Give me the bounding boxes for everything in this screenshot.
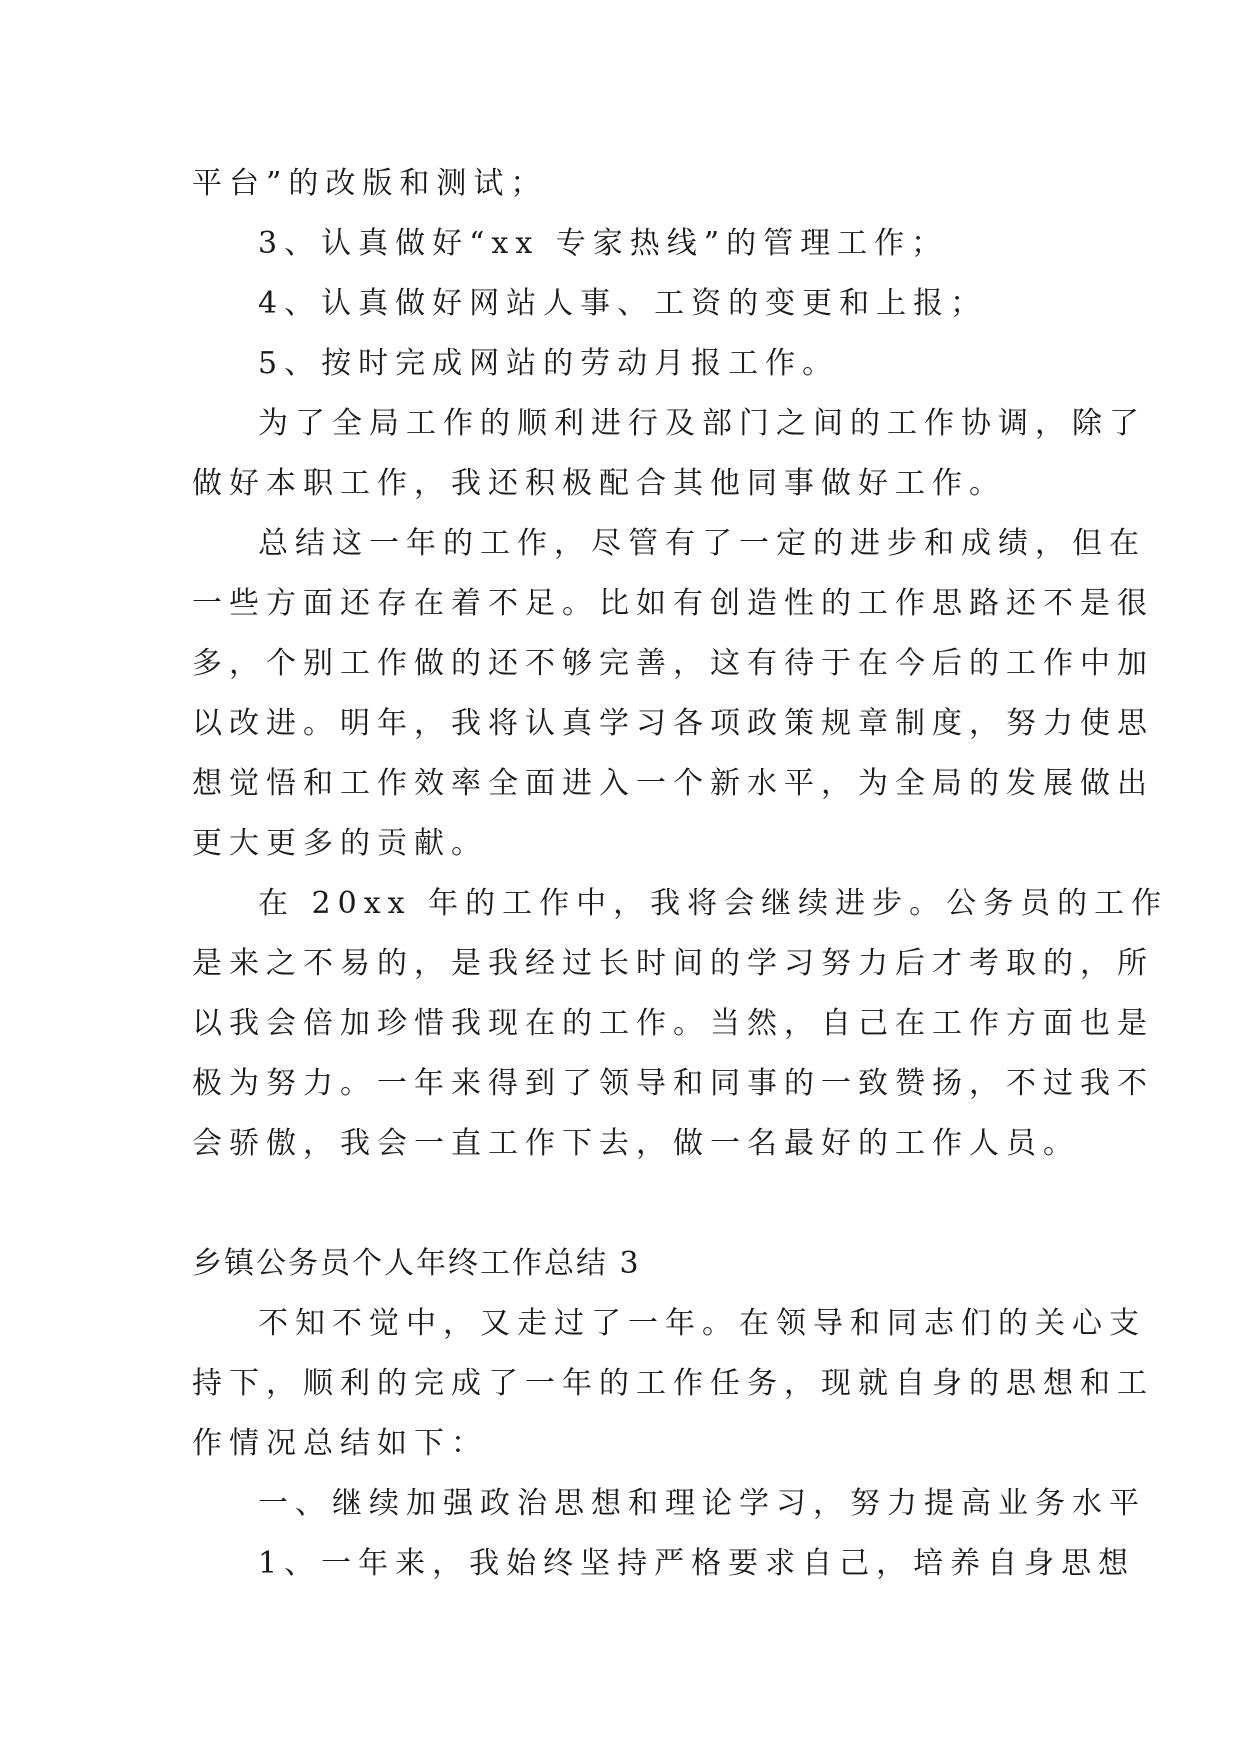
list-item: 1、一年来，我始终坚持严格要求自己，培养自身思想 [258,1546,1136,1581]
paragraph-line: 以改进。明年，我将认真学习各项政策规章制度，努力使思 [192,706,1154,741]
paragraph-line: 一些方面还存在着不足。比如有创造性的工作思路还不是很 [192,586,1154,621]
paragraph-line: 作情况总结如下： [192,1426,488,1461]
paragraph-line: 会骄傲，我会一直工作下去，做一名最好的工作人员。 [192,1126,1080,1161]
paragraph-line: 在 20xx 年的工作中，我将会继续进步。公务员的工作 [258,886,1169,921]
paragraph-line: 是来之不易的，是我经过长时间的学习努力后才考取的，所 [192,946,1154,981]
paragraph-line: 为了全局工作的顺利进行及部门之间的工作协调，除了 [258,406,1146,441]
list-item: 5、按时完成网站的劳动月报工作。 [258,346,840,381]
list-item: 一、继续加强政治思想和理论学习，努力提高业务水平 [258,1486,1146,1521]
paragraph-line: 不知不觉中，又走过了一年。在领导和同志们的关心支 [258,1306,1146,1341]
list-item: 3、认真做好“xx 专家热线”的管理工作； [258,226,949,261]
paragraph-line: 总结这一年的工作，尽管有了一定的进步和成绩，但在 [258,526,1146,561]
paragraph-line: 极为努力。一年来得到了领导和同事的一致赞扬，不过我不 [192,1066,1154,1101]
paragraph-line: 想觉悟和工作效率全面进入一个新水平，为全局的发展做出 [192,766,1154,801]
document-page [192,154,1169,1594]
paragraph-line: 持下，顺利的完成了一年的工作任务，现就自身的思想和工 [192,1366,1154,1401]
paragraph-line: 多，个别工作做的还不够完善，这有待于在今后的工作中加 [192,646,1154,681]
blank-line [192,1174,1054,1234]
text-line: 平台”的改版和测试； [192,166,548,201]
list-item: 4、认真做好网站人事、工资的变更和上报； [258,286,988,321]
paragraph-line: 以我会倍加珍惜我现在的工作。当然，自己在工作方面也是 [192,1006,1154,1041]
section-heading: 乡镇公务员个人年终工作总结 3 [192,1246,641,1281]
paragraph-line: 做好本职工作，我还积极配合其他同事做好工作。 [192,466,1006,501]
paragraph-line: 更大更多的贡献。 [192,826,488,861]
